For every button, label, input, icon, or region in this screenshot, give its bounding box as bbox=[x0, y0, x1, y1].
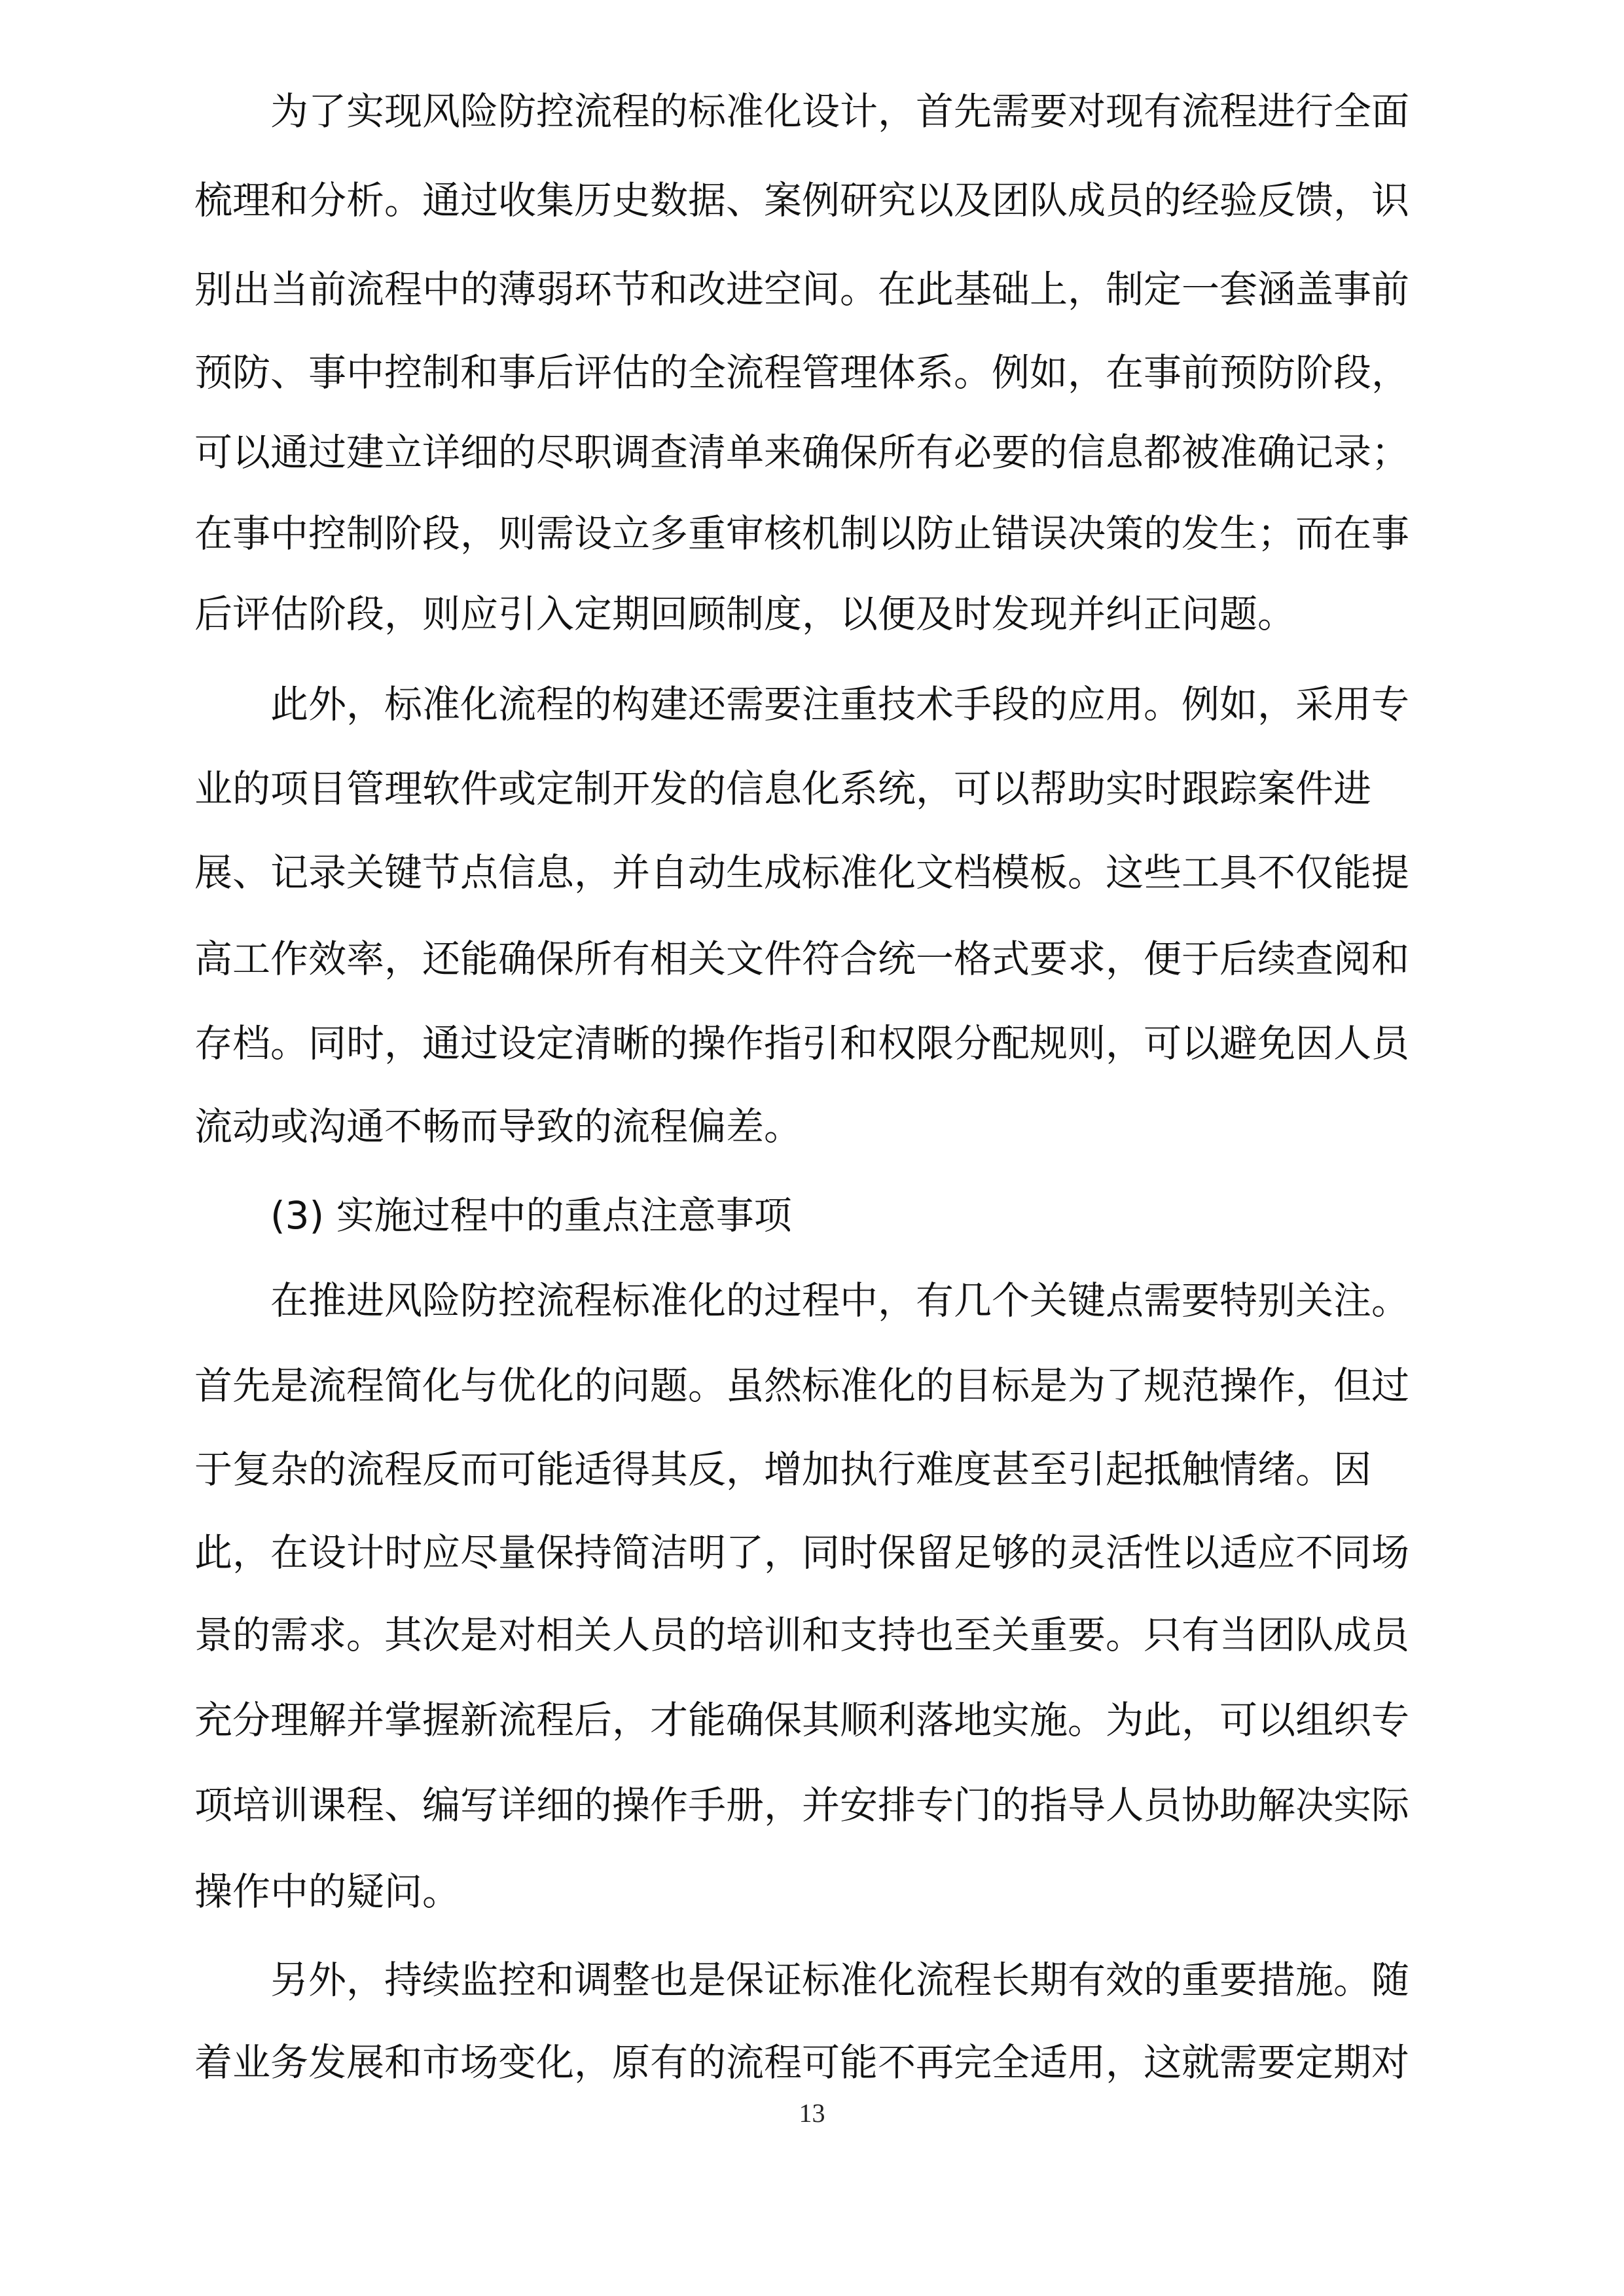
paragraph-1-line-3: 别出当前流程中的薄弱环节和改进空间。在此基础上，制定一套涵盖事前 bbox=[194, 267, 1410, 312]
paragraph-1-line-5: 可以通过建立详细的尽职调查清单来确保所有必要的信息都被准确记录； bbox=[194, 430, 1410, 475]
paragraph-3-line-8: 操作中的疑问。 bbox=[194, 1869, 461, 1914]
paragraph-1-line-2: 梳理和分析。通过收集历史数据、案例研究以及团队成员的经验反馈，识 bbox=[194, 178, 1410, 223]
paragraph-2-line-1: 此外，标准化流程的构建还需要注重技术手段的应用。例如，采用专 bbox=[270, 682, 1410, 726]
paragraph-3-line-4: 此，在设计时应尽量保持简洁明了，同时保留足够的灵活性以适应不同场 bbox=[194, 1530, 1410, 1575]
paragraph-2-line-6: 流动或沟通不畅而导致的流程偏差。 bbox=[194, 1104, 803, 1149]
paragraph-4-line-1: 另外，持续监控和调整也是保证标准化流程长期有效的重要措施。随 bbox=[270, 1958, 1410, 2002]
paragraph-1-line-6: 在事中控制阶段，则需设立多重审核机制以防止错误决策的发生；而在事 bbox=[194, 511, 1410, 556]
paragraph-1-line-4: 预防、事中控制和事后评估的全流程管理体系。例如，在事前预防阶段， bbox=[194, 350, 1410, 395]
page-number: 13 bbox=[799, 2098, 825, 2128]
paragraph-2-line-2: 业的项目管理软件或定制开发的信息化系统，可以帮助实时跟踪案件进 bbox=[194, 766, 1372, 811]
paragraph-3-line-7: 项培训课程、编写详细的操作手册，并安排专门的指导人员协助解决实际 bbox=[194, 1783, 1410, 1827]
paragraph-3-line-6: 充分理解并掌握新流程后，才能确保其顺利落地实施。为此，可以组织专 bbox=[194, 1698, 1410, 1742]
paragraph-2-line-4: 高工作效率，还能确保所有相关文件符合统一格式要求，便于后续查阅和 bbox=[194, 937, 1410, 981]
paragraph-4-line-2: 着业务发展和市场变化，原有的流程可能不再完全适用，这就需要定期对 bbox=[194, 2040, 1410, 2085]
paragraph-3-line-1: 在推进风险防控流程标准化的过程中，有几个关键点需要特别关注。 bbox=[270, 1278, 1410, 1323]
paragraph-1-line-1: 为了实现风险防控流程的标准化设计，首先需要对现有流程进行全面 bbox=[270, 89, 1410, 134]
paragraph-2-line-3: 展、记录关键节点信息，并自动生成标准化文档模板。这些工具不仅能提 bbox=[194, 850, 1410, 895]
section-heading: (3) 实施过程中的重点注意事项 bbox=[270, 1193, 792, 1238]
paragraph-3-line-3: 于复杂的流程反而可能适得其反，增加执行难度甚至引起抵触情绪。因 bbox=[194, 1447, 1372, 1492]
paragraph-2-line-5: 存档。同时，通过设定清晰的操作指引和权限分配规则，可以避免因人员 bbox=[194, 1021, 1410, 1066]
paragraph-1-line-7: 后评估阶段，则应引入定期回顾制度，以便及时发现并纠正问题。 bbox=[194, 592, 1296, 636]
paragraph-3-line-5: 景的需求。其次是对相关人员的培训和支持也至关重要。只有当团队成员 bbox=[194, 1613, 1410, 1657]
paragraph-3-line-2: 首先是流程简化与优化的问题。虽然标准化的目标是为了规范操作，但过 bbox=[194, 1363, 1410, 1408]
